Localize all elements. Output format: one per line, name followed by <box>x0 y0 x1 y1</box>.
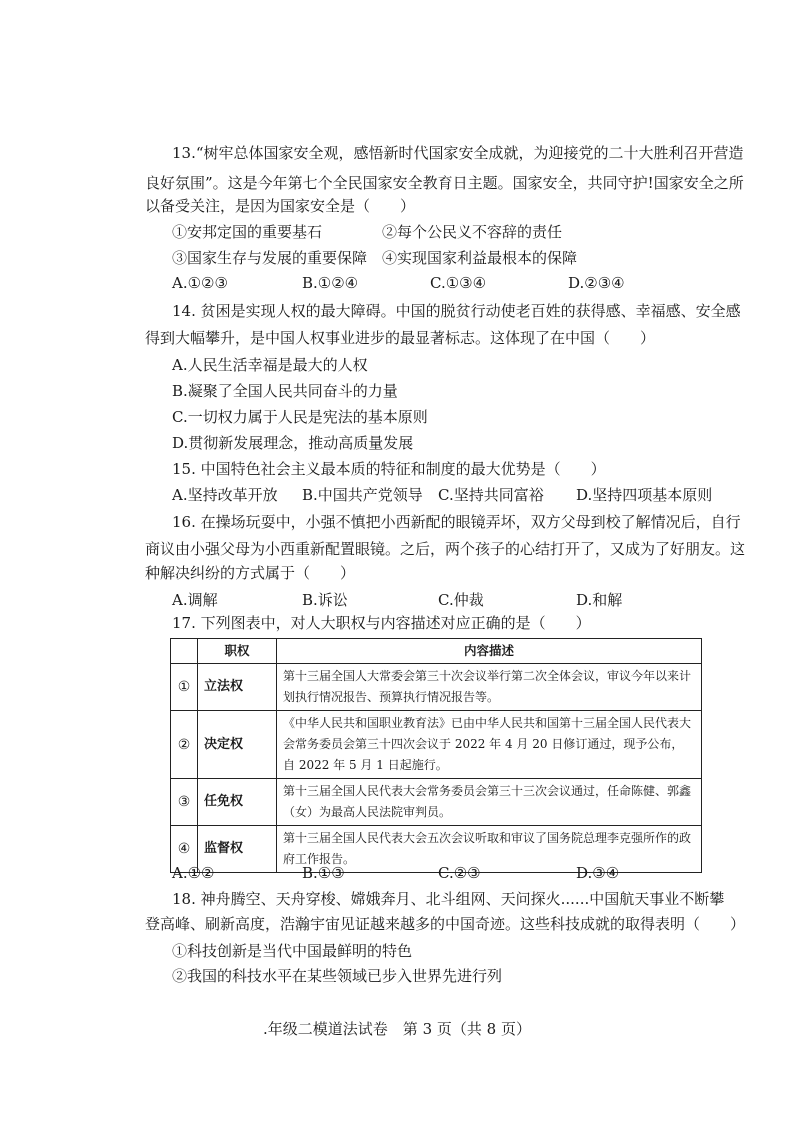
q16-option-d: D.和解 <box>576 591 623 609</box>
q15-option-d: D.坚持四项基本原则 <box>576 486 713 504</box>
q15-option-b: B.中国共产党领导 <box>302 486 423 504</box>
q13-option-d: D.②③④ <box>568 274 625 292</box>
table-header-desc: 内容描述 <box>277 639 702 664</box>
table-row <box>171 664 702 711</box>
q17-option-d: D.③④ <box>576 864 620 882</box>
row-power: 立法权 <box>198 664 277 711</box>
q17-table <box>170 638 702 873</box>
q13-option-a: A.①②③ <box>172 274 228 292</box>
row-number: ② <box>171 711 198 779</box>
row-number: ③ <box>171 779 198 826</box>
row-power: 监督权 <box>198 826 277 873</box>
table-row <box>171 711 702 779</box>
q16-stem-line3: 种解决纠纷的方式属于（ ） <box>145 564 356 582</box>
q16-stem-line2: 商议由小强父母为小西重新配置眼镜。之后，两个孩子的心结打开了，又成为了好朋友。这 <box>145 540 746 558</box>
q14-option-b: B.凝聚了全国人民共同奋斗的力量 <box>172 382 398 400</box>
q15-stem: 15. 中国特色社会主义最本质的特征和制度的最大优势是（ ） <box>172 460 606 478</box>
q13-stem-line3: 以备受关注，是因为国家安全是（ ） <box>145 197 416 215</box>
q15-option-c: C.坚持共同富裕 <box>438 486 544 504</box>
q13-statement-3: ③国家生存与发展的重要保障 <box>172 249 368 267</box>
q14-option-d: D.贯彻新发展理念，推动高质量发展 <box>172 434 414 452</box>
q14-option-a: A.人民生活幸福是最大的人权 <box>172 356 368 374</box>
q13-stem-line1: 13.“树牢总体国家安全观，感悟新时代国家安全成就，为迎接党的二十大胜利召开营造 <box>172 144 744 162</box>
q17-option-b: B.①③ <box>302 864 345 882</box>
q17-option-c: C.②③ <box>438 864 481 882</box>
table-row <box>171 826 702 873</box>
q16-option-c: C.仲裁 <box>438 591 484 609</box>
row-number: ① <box>171 664 198 711</box>
row-description: 《中华人民共和国职业教育法》已由中华人民共和国第十三届全国人民代表大会常务委员会第三十四次会议于 2022 年 4 月 20 日修订通过，现予公布，自 2022 年 5 月 1 日起施行。 <box>277 711 702 779</box>
row-number: ④ <box>171 826 198 873</box>
page-footer: .年级二模道法试卷 第 3 页（共 8 页） <box>263 1020 531 1038</box>
q14-option-c: C.一切权力属于人民是宪法的基本原则 <box>172 408 428 426</box>
table-header-row <box>171 639 702 664</box>
q18-stem-line2: 登高峰、刷新高度，浩瀚宇宙见证越来越多的中国奇迹。这些科技成就的取得表明（ ） <box>145 915 746 933</box>
q14-stem-line1: 14. 贫困是实现人权的最大障碍。中国的脱贫行动使老百姓的获得感、幸福感、安全感 <box>172 302 741 320</box>
q16-stem-line1: 16. 在操场玩耍中，小强不慎把小西新配的眼镜弄坏，双方父母到校了解情况后，自行 <box>172 513 741 531</box>
q18-statement-1: ①科技创新是当代中国最鲜明的特色 <box>172 942 413 960</box>
q18-stem-line1: 18. 神舟腾空、天舟穿梭、嫦娥奔月、北斗组网、天问探火......中国航天事业不断攀 <box>172 890 725 908</box>
row-description: 第十三届全国人民代表大会常务委员会第三十三次会议通过，任命陈健、郭鑫（女）为最高人民法院审判员。 <box>277 779 702 826</box>
q18-statement-2: ②我国的科技水平在某些领域已步入世界先进行列 <box>172 967 503 985</box>
row-description: 第十三届全国人民代表大会五次会议听取和审议了国务院总理李克强所作的政府工作报告。 <box>277 826 702 873</box>
q16-option-a: A.调解 <box>172 591 218 609</box>
table-header-right: 职权 <box>198 639 277 664</box>
q14-stem-line2: 得到大幅攀升，是中国人权事业进步的最显著标志。这体现了在中国（ ） <box>145 329 656 347</box>
q13-option-b: B.①②④ <box>302 274 359 292</box>
q13-option-c: C.①③④ <box>430 274 487 292</box>
row-power: 决定权 <box>198 711 277 779</box>
q15-option-a: A.坚持改革开放 <box>172 486 278 504</box>
q16-option-b: B.诉讼 <box>302 591 348 609</box>
row-power: 任免权 <box>198 779 277 826</box>
table-header-num <box>171 639 198 664</box>
q13-statement-2: ②每个公民义不容辞的责任 <box>382 223 563 241</box>
q17-stem: 17. 下列图表中，对人大职权与内容描述对应正确的是（ ） <box>172 614 591 632</box>
q13-statement-1: ①安邦定国的重要基石 <box>172 223 323 241</box>
q13-stem-line2: 良好氛围”。这是今年第七个全民国家安全教育日主题。国家安全，共同守护!国家安全之所 <box>145 174 744 192</box>
q17-option-a: A.①② <box>172 864 215 882</box>
row-description: 第十三届全国人大常委会第三十次会议举行第二次全体会议，审议今年以来计划执行情况报告、预算执行情况报告等。 <box>277 664 702 711</box>
q13-statement-4: ④实现国家利益最根本的保障 <box>382 249 578 267</box>
table-row <box>171 779 702 826</box>
